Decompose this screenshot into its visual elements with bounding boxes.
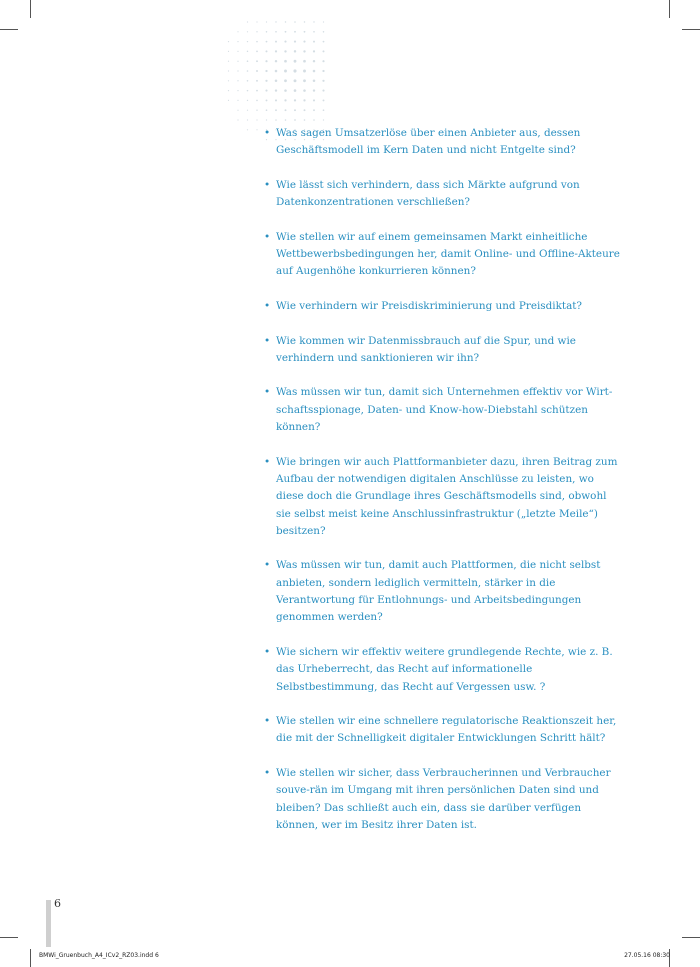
crop-mark [682,29,700,30]
crop-mark [30,0,31,18]
question-text: Was müssen wir tun, damit sich Unternehmen effektiv vor Wirt-schaftsspionage, Daten- und Know-how-Diebstahl schützen können? [276,386,613,434]
question-text: Wie kommen wir Datenmissbrauch auf die Spur, und wie verhindern und sanktionieren wir ihn? [276,334,576,364]
question-text: Wie stellen wir auf einem gemeinsamen Markt einheitliche Wettbewerbsbedingungen her, damit Online- und Offline-Akteure auf Augenhöhe konkurrieren können? [276,230,620,278]
bullet-icon: • [264,299,271,312]
question-item [264,765,624,834]
page-number-bar [46,900,51,947]
bullet-icon: • [264,127,271,139]
bullet-icon: • [264,230,271,243]
footer-timestamp: 27.05.16 08:30 [624,952,670,959]
question-item [264,557,624,626]
question-text: Wie stellen wir sicher, dass Verbraucherinnen und Verbraucher souve-rän im Umgang mit ihren persönlichen Daten sind und bleiben? Das schließt auch ein, dass sie darüber verfügen können, wer im Besitz ihrer Daten ist. [276,766,611,831]
footer-filename: BMWi_Gruenbuch_A4_ICv2_RZ03.indd 6 [39,952,159,959]
question-list [264,125,624,851]
question-item [264,177,624,212]
question-item [264,229,624,281]
page-number: 6 [54,897,61,910]
question-item [264,454,624,540]
question-text: Wie lässt sich verhindern, dass sich Märkte aufgrund von Datenkonzentrationen verschließen? [276,178,580,209]
question-item [264,713,624,748]
crop-mark [669,0,670,18]
bullet-icon: • [264,455,271,468]
question-item [264,125,624,160]
question-text: Was müssen wir tun, damit auch Plattformen, die nicht selbst anbieten, sondern lediglich vermitteln, stärker in die Verantwortung für Entlohnungs- und Arbeitsbedingungen genommen werden? [276,559,601,624]
question-text: Wie sichern wir effektiv weitere grundlegende Rechte, wie z. B. das Urheberrecht, das Recht auf informationelle Selbstbestimmung, das Recht auf Vergessen usw. ? [276,645,613,693]
bullet-icon: • [264,645,271,658]
crop-mark [682,937,700,938]
crop-mark [0,29,18,30]
question-item [264,644,624,696]
question-text: Was sagen Umsatzerlöse über einen Anbieter aus, dessen Geschäftsmodell im Kern Daten und nicht Entgelte sind? [276,127,581,157]
question-text: Wie bringen wir auch Plattformanbieter dazu, ihren Beitrag zum Aufbau der notwendigen digitalen Anschlüsse zu leisten, wo diese doch die Grundlage ihres Geschäftsmodells sind, obwohl sie selbst meist keine Anschlussinfrastruktur („letzte Meile“) besitzen? [276,455,618,537]
bullet-icon: • [264,559,271,572]
question-text: Wie stellen wir eine schnellere regulatorische Reaktionszeit her, die mit der Schnelligkeit digitaler Entwicklungen Schritt hält? [276,715,617,745]
question-text: Wie verhindern wir Preisdiskriminierung und Preisdiktat? [276,299,583,312]
question-item [264,384,624,436]
question-item [264,298,624,315]
bullet-icon: • [264,766,271,779]
bullet-icon: • [264,715,271,728]
bullet-icon: • [264,178,271,191]
question-item [264,333,624,368]
crop-mark [30,949,31,967]
bullet-icon: • [264,334,271,347]
bullet-icon: • [264,386,271,399]
crop-mark [0,937,18,938]
